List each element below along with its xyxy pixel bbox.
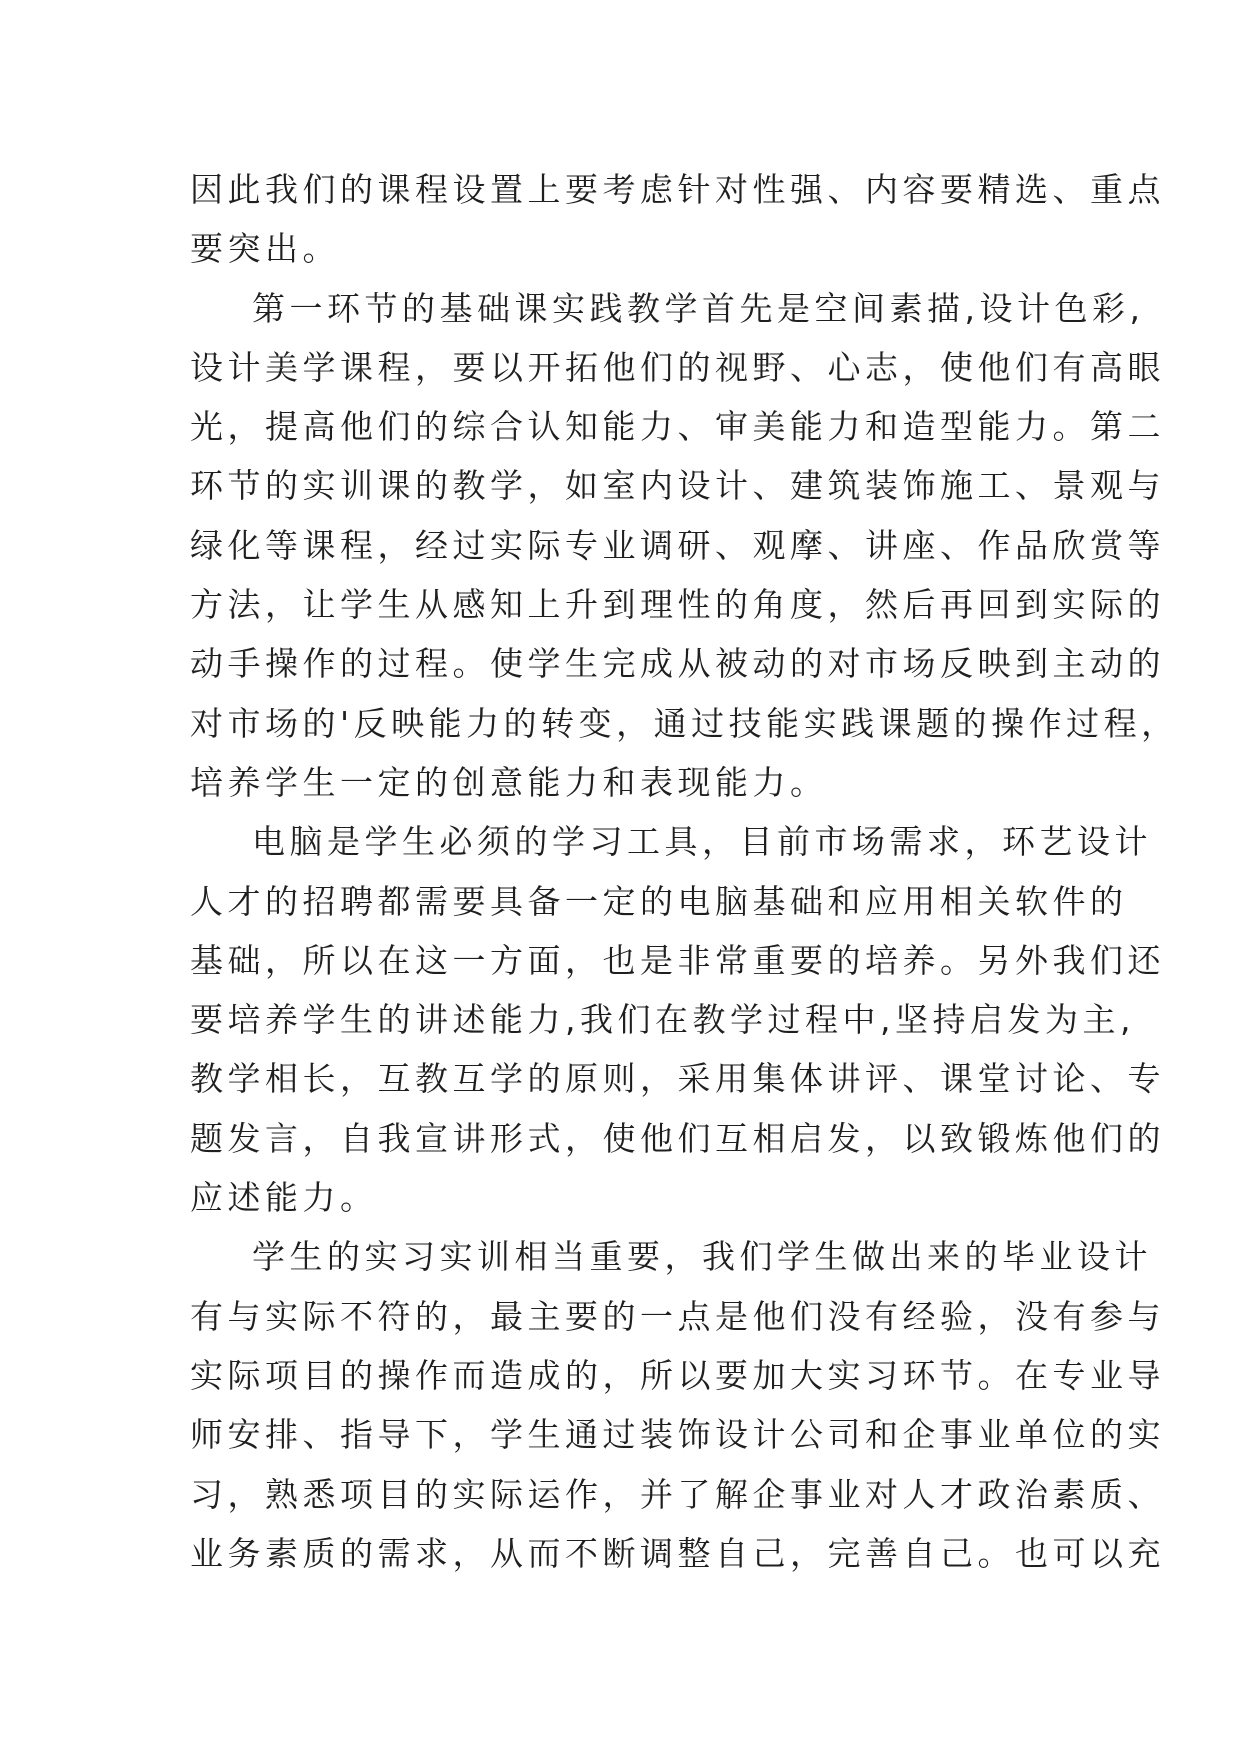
text-line: 设计美学课程，要以开拓他们的视野、心志，使他们有高眼 (190, 347, 1165, 387)
text-line: 实际项目的操作而造成的，所以要加大实习环节。在专业导 (190, 1355, 1165, 1395)
text-line: 人才的招聘都需要具备一定的电脑基础和应用相关软件的 (190, 881, 1128, 921)
text-line: 应述能力。 (190, 1178, 378, 1218)
text-line: 要培养学生的讲述能力,我们在教学过程中,坚持启发为主, (190, 1000, 1135, 1040)
text-line: 方法，让学生从感知上升到理性的角度，然后再回到实际的 (190, 585, 1165, 625)
text-line: 绿化等课程，经过实际专业调研、观摩、讲座、作品欣赏等 (190, 525, 1165, 565)
text-line: 环节的实训课的教学，如室内设计、建筑装饰施工、景观与 (190, 466, 1165, 506)
text-line: 题发言，自我宣讲形式，使他们互相启发，以致锻炼他们的 (190, 1118, 1165, 1158)
paragraph-4 (190, 1227, 1165, 1583)
text-line: 有与实际不符的，最主要的一点是他们没有经验，没有参与 (190, 1296, 1165, 1336)
text-line: 师安排、指导下，学生通过装饰设计公司和企事业单位的实 (190, 1415, 1165, 1455)
text-line: 对市场的'反映能力的转变，通过技能实践课题的操作过程， (190, 703, 1179, 743)
document-body (190, 160, 1179, 1583)
text-line: 基础，所以在这一方面，也是非常重要的培养。另外我们还 (190, 940, 1165, 980)
text-line: 教学相长，互教互学的原则，采用集体讲评、课堂讨论、专 (190, 1059, 1165, 1099)
text-line: 学生的实习实训相当重要，我们学生做出来的毕业设计 (252, 1237, 1152, 1277)
text-line: 动手操作的过程。使学生完成从被动的对市场反映到主动的 (190, 644, 1165, 684)
paragraph-3 (190, 812, 1165, 1227)
paragraph-2 (190, 279, 1179, 813)
text-line: 因此我们的课程设置上要考虑针对性强、内容要精选、重点 (190, 170, 1165, 209)
text-line: 第一环节的基础课实践教学首先是空间素描,设计色彩, (252, 288, 1145, 328)
text-line: 要突出。 (190, 229, 340, 269)
text-line: 培养学生一定的创意能力和表现能力。 (190, 762, 828, 802)
paragraph-1 (190, 160, 1165, 279)
text-line: 习，熟悉项目的实际运作，并了解企事业对人才政治素质、 (190, 1474, 1165, 1514)
text-line: 电脑是学生必须的学习工具，目前市场需求，环艺设计 (252, 822, 1152, 862)
text-line: 光，提高他们的综合认知能力、审美能力和造型能力。第二 (190, 407, 1165, 447)
text-line: 业务素质的需求，从而不断调整自己，完善自己。也可以充 (190, 1533, 1165, 1573)
